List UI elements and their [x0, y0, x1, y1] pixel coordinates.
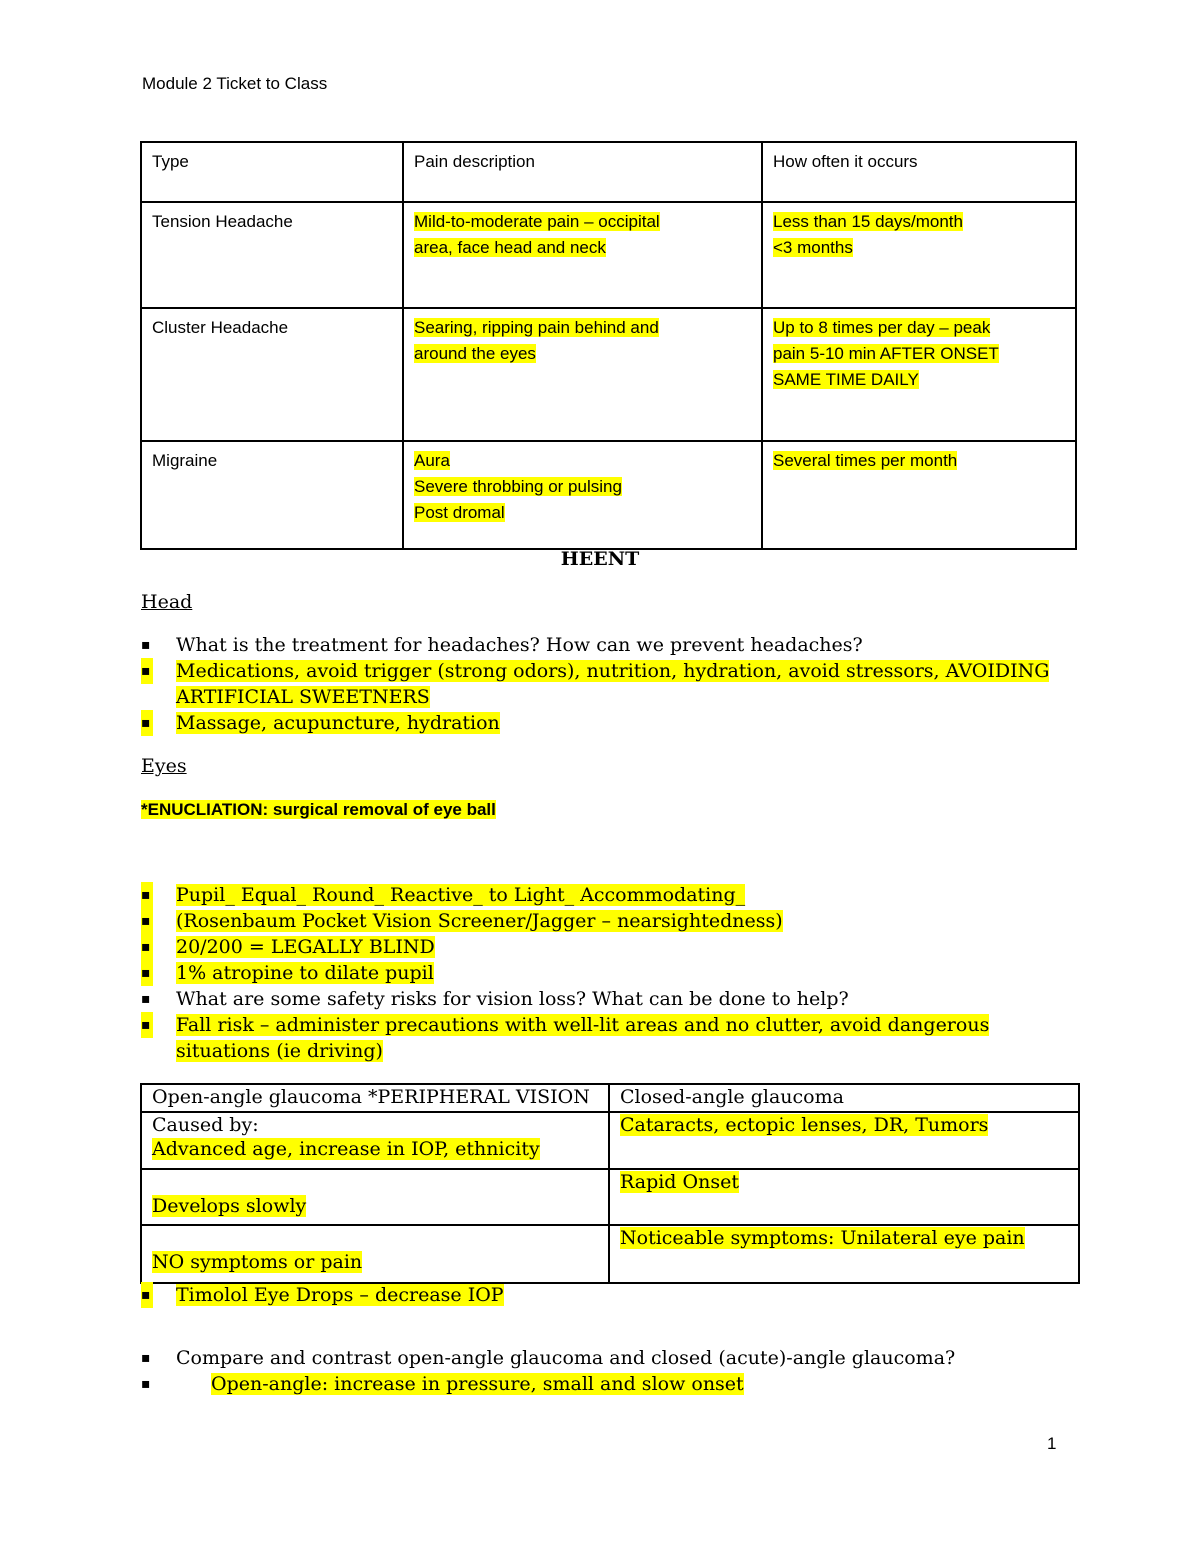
pain-description — [403, 202, 762, 308]
column-header-closed-angle: Closed-angle glaucoma — [609, 1084, 1079, 1112]
enucleation-note — [141, 800, 496, 820]
item-text: Massage, acupuncture, hydration — [176, 712, 500, 734]
cell-text: Mild-to-moderate pain – occipital — [414, 212, 660, 231]
cell-text: area, face head and neck — [414, 238, 606, 257]
cell-text: NO symptoms or pain — [152, 1251, 363, 1273]
bullet-icon: ▪ — [141, 1012, 153, 1038]
bullet-icon: ▪ — [141, 960, 153, 986]
cell-text: Aura — [414, 451, 450, 470]
bullet-icon: ▪ — [141, 908, 153, 934]
timolol-bullet-list — [141, 1282, 1071, 1308]
frequency — [762, 308, 1076, 441]
pain-description — [403, 441, 762, 549]
open-angle-cell — [141, 1112, 609, 1169]
headache-type: Tension Headache — [141, 202, 403, 308]
item-text: 1% atropine to dilate pupil — [176, 962, 434, 984]
eyes-bullet-list — [141, 882, 1071, 1064]
item-text: 20/200 = LEGALLY BLIND — [176, 936, 435, 958]
list-item — [141, 960, 1071, 986]
column-header-frequency: How often it occurs — [762, 142, 1076, 202]
bullet-icon: ▪ — [141, 1376, 151, 1392]
list-item — [141, 1282, 1071, 1308]
cell-text: Severe throbbing or pulsing — [414, 477, 622, 496]
item-text: Timolol Eye Drops – decrease IOP — [176, 1284, 504, 1306]
item-text: situations (ie driving) — [176, 1040, 383, 1062]
item-text: Pupil_ Equal_ Round_ Reactive_ to Light_ Accommodating_ — [176, 884, 746, 906]
bullet-icon: ▪ — [141, 1282, 153, 1308]
table-row — [141, 441, 1076, 549]
list-item — [141, 986, 1071, 1012]
cell-text: Less than 15 days/month — [773, 212, 963, 231]
bullet-icon: ▪ — [141, 934, 153, 960]
table-row — [141, 202, 1076, 308]
list-item — [141, 882, 1071, 908]
list-item — [141, 1012, 1071, 1064]
table-header-row — [141, 1084, 1079, 1112]
item-text: ARTIFICIAL SWEETNERS — [176, 686, 430, 708]
cell-text: Noticeable symptoms: Unilateral eye pain — [620, 1227, 1025, 1249]
bullet-icon: ▪ — [141, 1350, 151, 1366]
list-item — [141, 632, 1071, 658]
headache-types-table — [140, 141, 1077, 550]
headache-type: Migraine — [141, 441, 403, 549]
cell-text: Searing, ripping pain behind and — [414, 318, 659, 337]
table-row — [141, 308, 1076, 441]
open-angle-cell — [141, 1225, 609, 1283]
item-text: Medications, avoid trigger (strong odors), nutrition, hydration, avoid stressors, AVOIDING — [176, 660, 1050, 682]
cell-text — [152, 1226, 598, 1250]
table-row — [141, 1225, 1079, 1283]
item-text: What is the treatment for headaches? How can we prevent headaches? — [176, 634, 863, 656]
glaucoma-comparison-table — [140, 1083, 1080, 1284]
cell-text: Caused by: — [152, 1114, 259, 1136]
list-item — [141, 1371, 1071, 1397]
item-text: What are some safety risks for vision loss? What can be done to help? — [176, 988, 849, 1010]
cell-text — [152, 1170, 598, 1194]
open-angle-cell — [141, 1169, 609, 1225]
head-section-heading: Head — [141, 591, 193, 613]
cell-text: Advanced age, increase in IOP, ethnicity — [152, 1138, 540, 1160]
note-text: *ENUCLIATION: surgical removal of eye ball — [141, 800, 496, 819]
document-header: Module 2 Ticket to Class — [142, 74, 328, 93]
pain-description — [403, 308, 762, 441]
table-row — [141, 1169, 1079, 1225]
cell-text: pain 5-10 min AFTER ONSET — [773, 344, 999, 363]
column-header-type: Type — [141, 142, 403, 202]
closed-angle-cell — [609, 1112, 1079, 1169]
cell-text: Up to 8 times per day – peak — [773, 318, 991, 337]
bullet-icon: ▪ — [141, 991, 151, 1007]
frequency — [762, 441, 1076, 549]
headache-type: Cluster Headache — [141, 308, 403, 441]
bullet-icon: ▪ — [141, 637, 151, 653]
cell-text: SAME TIME DAILY — [773, 370, 919, 389]
bullet-icon: ▪ — [141, 658, 153, 684]
heent-title: HEENT — [560, 548, 640, 570]
item-text: Open-angle: increase in pressure, small and slow onset — [211, 1373, 744, 1395]
glaucoma-compare-list — [141, 1345, 1071, 1397]
item-text: Fall risk – administer precautions with well-lit areas and no clutter, avoid dangerous — [176, 1014, 990, 1036]
cell-text: Post dromal — [414, 503, 505, 522]
cell-text: Cataracts, ectopic lenses, DR, Tumors — [620, 1114, 989, 1136]
page-number: 1 — [1047, 1434, 1057, 1453]
closed-angle-cell — [609, 1169, 1079, 1225]
list-item — [141, 710, 1071, 736]
list-item — [141, 908, 1071, 934]
eyes-section-heading: Eyes — [141, 755, 187, 777]
head-bullet-list — [141, 632, 1071, 736]
cell-text: Develops slowly — [152, 1195, 307, 1217]
cell-text: Rapid Onset — [620, 1171, 739, 1193]
item-text: (Rosenbaum Pocket Vision Screener/Jagger – nearsightedness) — [176, 910, 783, 932]
list-item — [141, 934, 1071, 960]
column-header-open-angle: Open-angle glaucoma *PERIPHERAL VISION — [141, 1084, 609, 1112]
table-row — [141, 1112, 1079, 1169]
frequency — [762, 202, 1076, 308]
cell-text: <3 months — [773, 238, 853, 257]
bullet-icon: ▪ — [141, 710, 153, 736]
cell-text: around the eyes — [414, 344, 536, 363]
item-text: Compare and contrast open-angle glaucoma and closed (acute)-angle glaucoma? — [176, 1347, 956, 1369]
list-item — [141, 658, 1071, 710]
cell-text: Several times per month — [773, 451, 958, 470]
list-item — [141, 1345, 1071, 1371]
bullet-icon: ▪ — [141, 882, 153, 908]
column-header-pain: Pain description — [403, 142, 762, 202]
closed-angle-cell — [609, 1225, 1079, 1283]
table-header-row — [141, 142, 1076, 202]
